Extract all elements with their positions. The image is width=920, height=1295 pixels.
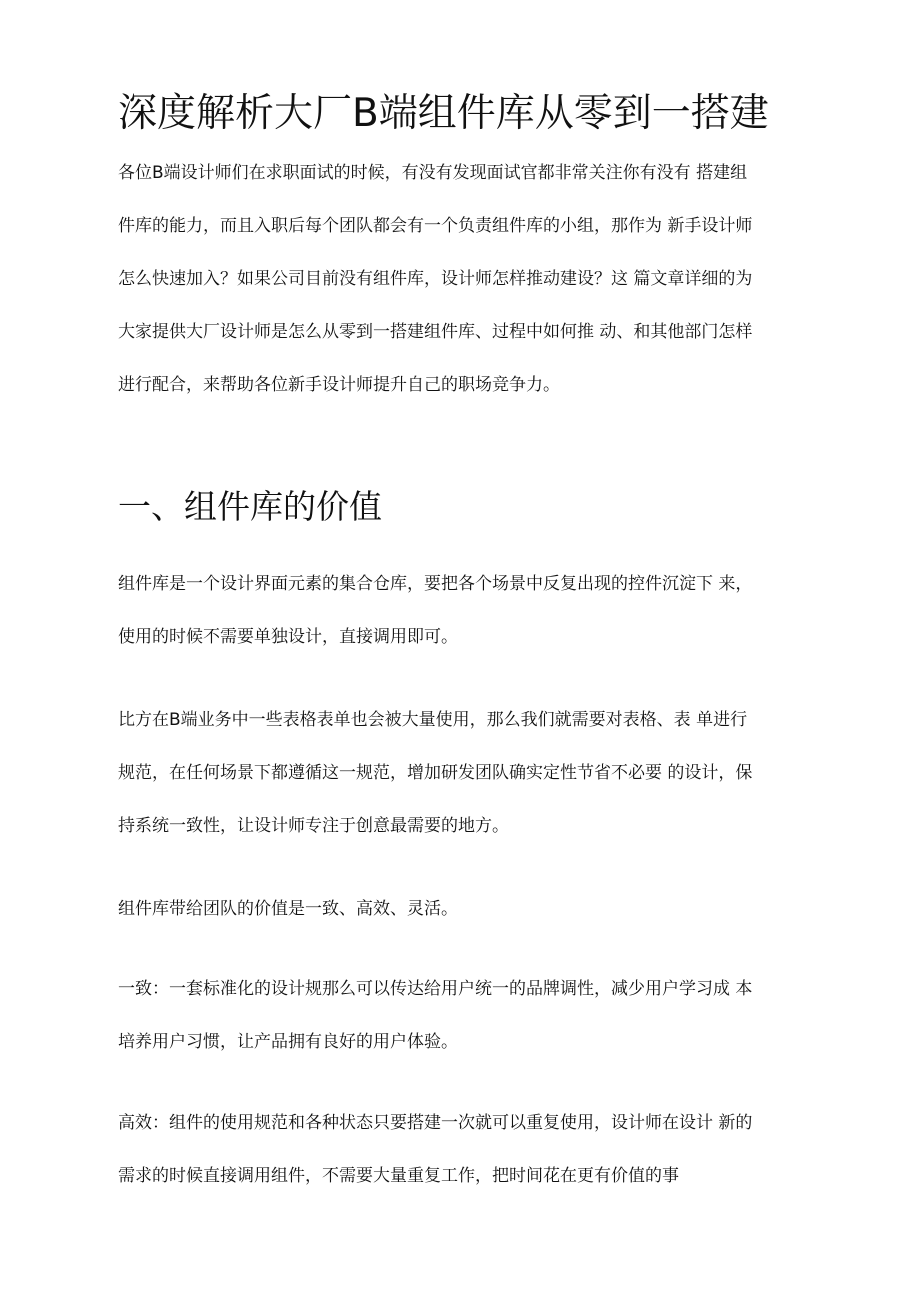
- paragraph-line: 使用的时候不需要单独设计，直接调用即可。: [118, 627, 458, 647]
- intro-line: 件库的能力，而且入职后每个团队都会有一个负责组件库的小组，那作为 新手设计师: [118, 216, 753, 236]
- intro-line: 大家提供大厂设计师是怎么从零到一搭建组件库、过程中如何推 动、和其他部门怎样: [118, 322, 753, 342]
- section-heading: 一、组件库的价值: [118, 487, 382, 526]
- paragraph-line: 组件库是一个设计界面元素的集合仓库，要把各个场景中反复出现的控件沉淀下 来，: [118, 574, 753, 594]
- paragraph-line: 组件库带给团队的价值是一致、高效、灵活。: [118, 899, 458, 919]
- page-title: 深度解析大厂B端组件库从零到一搭建: [118, 91, 769, 136]
- intro-line: 各位B端设计师们在求职面试的时候，有没有发现面试官都非常关注你有没有 搭建组: [118, 163, 748, 183]
- intro-line: 进行配合，来帮助各位新手设计师提升自己的职场竞争力。: [118, 375, 560, 395]
- paragraph-line: 一致：一套标准化的设计规那么可以传达给用户统一的品牌调性，减少用户学习成 本: [118, 979, 753, 999]
- intro-line: 怎么快速加入？如果公司目前没有组件库，设计师怎样推动建设？这 篇文章详细的为: [118, 269, 753, 289]
- paragraph-line: 持系统一致性，让设计师专注于创意最需要的地方。: [118, 816, 509, 836]
- paragraph-line: 比方在B端业务中一些表格表单也会被大量使用，那么我们就需要对表格、表 单进行: [118, 710, 748, 730]
- paragraph-line: 需求的时候直接调用组件，不需要大量重复工作，把时间花在更有价值的事: [118, 1166, 679, 1186]
- paragraph-line: 培养用户习惯，让产品拥有良好的用户体验。: [118, 1032, 458, 1052]
- paragraph-line: 高效：组件的使用规范和各种状态只要搭建一次就可以重复使用，设计师在设计 新的: [118, 1113, 753, 1133]
- paragraph-line: 规范，在任何场景下都遵循这一规范，增加研发团队确实定性节省不必要 的设计，保: [118, 763, 753, 783]
